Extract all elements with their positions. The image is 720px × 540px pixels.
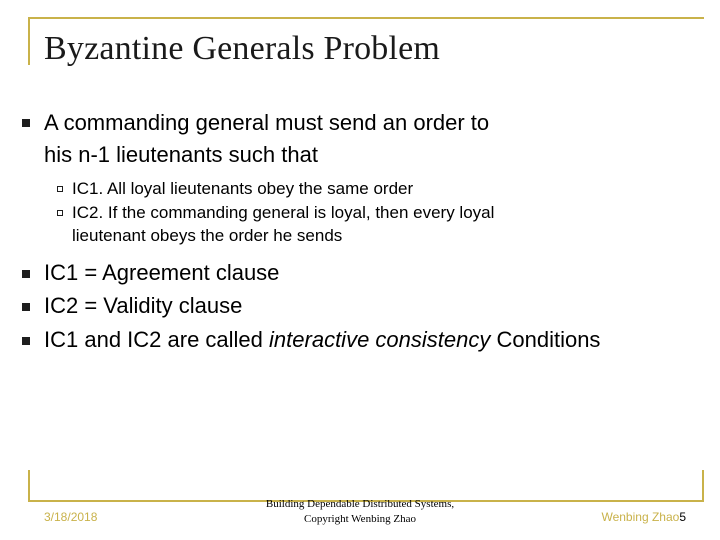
footer-page-number: 5 <box>679 510 686 524</box>
bullet-intro-line1: A commanding general must send an order to <box>44 110 490 135</box>
ic-prefix-text: IC1 and IC2 are called <box>44 327 270 352</box>
frame-left-line <box>28 17 30 65</box>
sub-bullet-ic1: IC1. All loyal lieutenants obey the same order <box>72 179 414 198</box>
bullet-ic2-validity: IC2 = Validity clause <box>44 293 243 318</box>
bullet-square-icon <box>22 270 30 278</box>
ic-suffix-text: Conditions <box>490 327 601 352</box>
sub-bullet-icon <box>57 210 63 216</box>
footer-copyright-line1: Building Dependable Distributed Systems, <box>265 498 455 510</box>
bullet-interactive-consistency <box>44 325 600 355</box>
bullet-square-icon <box>22 303 30 311</box>
bullet-square-icon <box>22 119 30 127</box>
footer-copyright-line2: Copyright Wenbing Zhao <box>304 513 416 525</box>
footer-date: 3/18/2018 <box>44 510 98 524</box>
frame-top-line <box>28 17 704 19</box>
ic-emphasis-text: interactive consistency <box>269 327 491 352</box>
bullet-square-icon <box>22 337 30 345</box>
sub-bullet-ic2-line1: IC2. If the commanding general is loyal, then every loyal <box>72 203 495 222</box>
sub-bullet-icon <box>57 186 63 192</box>
footer-author-page <box>601 510 686 524</box>
slide-title: Byzantine Generals Problem <box>44 30 441 67</box>
frame-left-bottom-line <box>28 470 30 502</box>
frame-right-bottom-line <box>702 470 704 502</box>
footer-author: Wenbing Zhao <box>601 510 680 524</box>
sub-bullet-ic2-line2: lieutenant obeys the order he sends <box>72 226 343 245</box>
bullet-ic1-agreement: IC1 = Agreement clause <box>44 260 280 285</box>
footer-copyright <box>240 497 480 527</box>
bullet-intro-line2: his n-1 lieutenants such that <box>44 142 318 167</box>
